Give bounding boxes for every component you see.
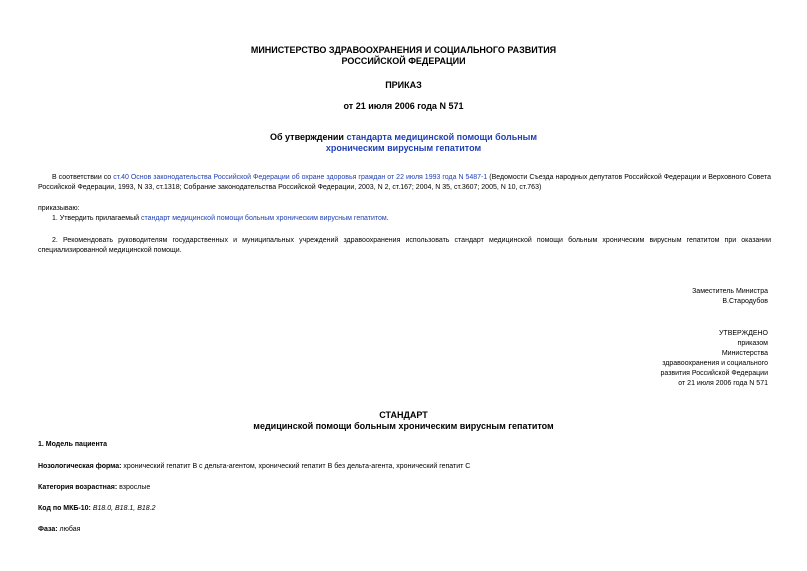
subject-prefix: Об утверждении [269, 132, 347, 142]
approval-line-2: приказом [737, 340, 768, 347]
phase-label: Фаза: [38, 526, 58, 533]
item1-prefix: 1. Утвердить прилагаемый [52, 215, 141, 222]
signature-block [560, 287, 768, 307]
signature-name: В.Стародубов [722, 298, 768, 305]
item1-suffix: . [386, 215, 389, 222]
nosology-row [38, 462, 771, 472]
approval-line-6: от 21 июля 2006 года N 571 [678, 380, 768, 387]
phase-value: любая [57, 526, 81, 533]
approval-block [560, 329, 768, 389]
phase-row [38, 525, 771, 535]
order-item-2: 2. Рекомендовать руководителям государственных и муниципальных учреждений здравоохранения использовать стандарт медицинской помощи больным хроническим вирусным гепатитом при оказании специализированной медицинской помощи. [38, 237, 771, 254]
icd-row [38, 504, 771, 514]
preamble-paragraph [38, 173, 771, 193]
nosology-value: хронический гепатит B с дельта-агентом, хронический гепатит B без дельта-агента, хронический гепатит C [121, 463, 471, 470]
nosology-label: Нозологическая форма: [38, 463, 122, 470]
approval-line-5: развития Российской Федерации [660, 370, 768, 377]
preamble-intro: В соответствии со [52, 174, 114, 181]
preamble-rest: (Ведомости Съезда народных депутатов Российской Федерации и Верховного Совета Российской Федерации, 1993, N 33, ст.1318; Собрание законодательства Российской Федерации, 2003, N 2, ст.167; 2004, N 35, ст.3607; 2005, N 10, ст.763) [38, 174, 771, 191]
order-word: приказываю: [38, 205, 80, 212]
standard-subtitle: медицинской помощи больным хроническим вирусным гепатитом [253, 421, 554, 431]
age-value: взрослые [117, 484, 151, 491]
icd-label: Код по МКБ-10: [38, 505, 91, 512]
doc-subject [0, 132, 807, 154]
subject-link-line-2[interactable]: хроническим вирусным гепатитом [325, 143, 482, 153]
doc-type: ПРИКАЗ [385, 80, 422, 90]
approval-line-1: УТВЕРЖДЕНО [718, 330, 768, 337]
ministry-line-2: РОССИЙСКОЙ ФЕДЕРАЦИИ [341, 56, 466, 66]
approval-line-4: здравоохранения и социального [662, 360, 768, 367]
doc-date: от 21 июля 2006 года N 571 [343, 101, 464, 111]
standard-title: СТАНДАРТ [379, 410, 428, 420]
age-row [38, 483, 771, 493]
subject-link-line-1[interactable]: стандарта медицинской помощи больным [346, 132, 538, 142]
approval-line-3: Министерства [721, 350, 768, 357]
law-link[interactable]: ст.40 Основ законодательства Российской Федерации об охране здоровья граждан от 22 июля 1993 года N 5487-1 [113, 174, 488, 181]
standard-link[interactable]: стандарт медицинской помощи больным хроническим вирусным гепатитом [140, 215, 387, 222]
ministry-title [0, 45, 807, 67]
age-label: Категория возрастная: [38, 484, 118, 491]
section-patient-model: 1. Модель пациента [38, 441, 107, 448]
signature-position: Заместитель Министра [692, 288, 768, 295]
order-item-1 [38, 214, 771, 224]
icd-value: B18.0, B18.1, B18.2 [90, 505, 156, 512]
ministry-line-1: МИНИСТЕРСТВО ЗДРАВООХРАНЕНИЯ И СОЦИАЛЬНОГО РАЗВИТИЯ [250, 45, 557, 55]
